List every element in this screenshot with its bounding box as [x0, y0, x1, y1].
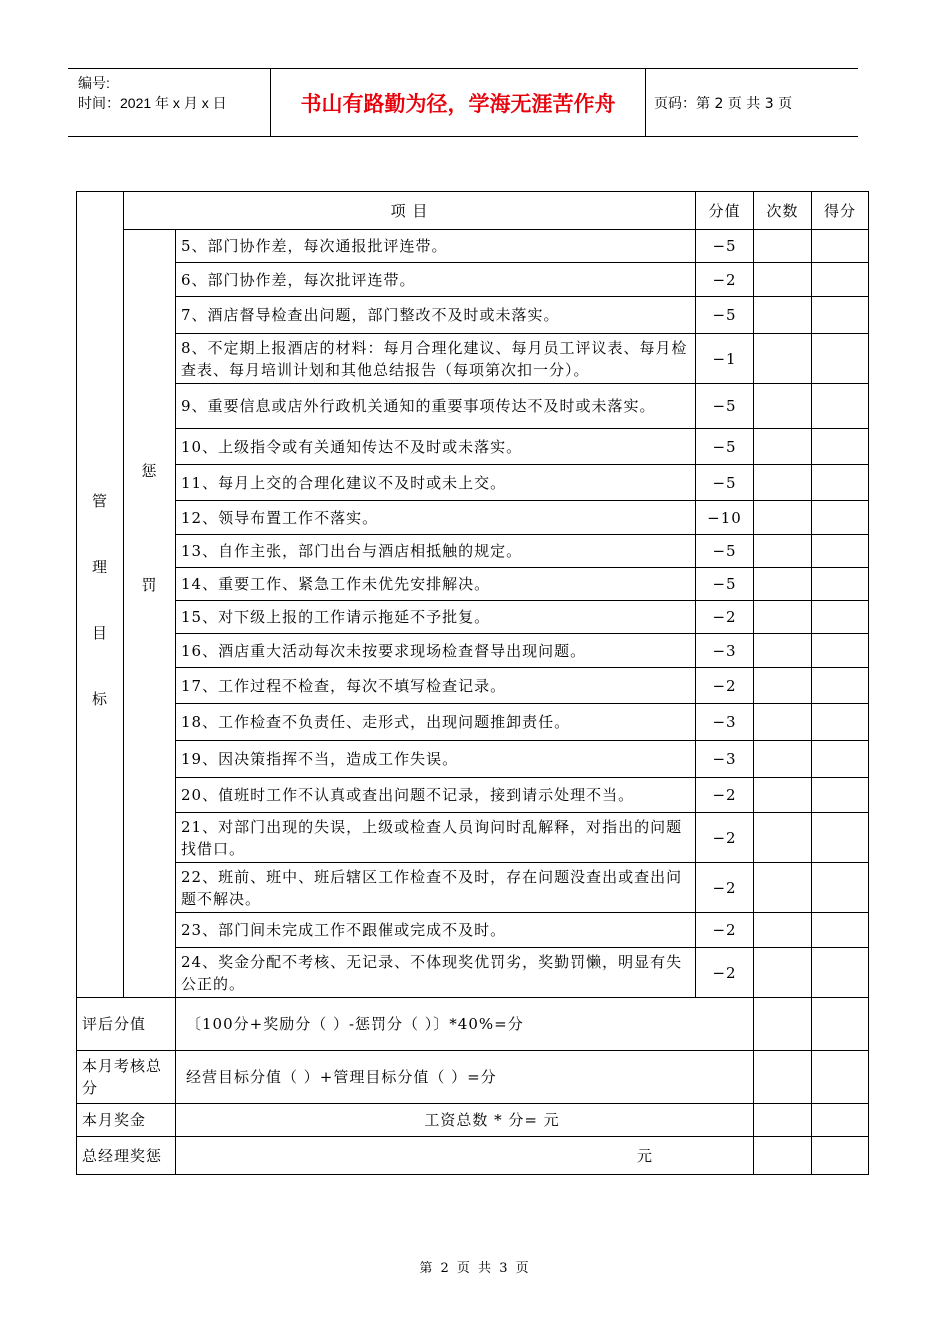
table-row	[77, 863, 869, 913]
header-meta	[68, 69, 271, 136]
table-row	[77, 263, 869, 297]
row-item-text: 10、上级指令或有关通知传达不及时或未落实。	[176, 429, 696, 465]
summary-row	[77, 1104, 869, 1137]
row-result-cell[interactable]	[812, 863, 869, 913]
summary-label: 评后分值	[77, 998, 176, 1051]
row-count-cell[interactable]	[754, 948, 812, 998]
row-result-cell[interactable]	[812, 334, 869, 384]
row-result-cell[interactable]	[812, 501, 869, 535]
row-result-cell[interactable]	[812, 263, 869, 297]
summary-content: 工资总数 * 分= 元	[176, 1104, 754, 1137]
table-row	[77, 634, 869, 668]
row-score: −2	[696, 778, 754, 813]
table-row	[77, 948, 869, 998]
row-score: −3	[696, 704, 754, 741]
summary-label: 总经理奖惩	[77, 1137, 176, 1175]
row-score: −2	[696, 263, 754, 297]
row-result-cell[interactable]	[812, 668, 869, 704]
row-count-cell[interactable]	[754, 535, 812, 568]
row-item-text: 8、不定期上报酒店的材料：每月合理化建议、每月员工评议表、每月检查表、每月培训计划和其他总结报告（每项第次扣一分）。	[176, 334, 696, 384]
row-score: −2	[696, 948, 754, 998]
row-score: −5	[696, 568, 754, 601]
header-page-label: 页码：第 2 页 共 3 页	[654, 95, 793, 112]
summary-input-cell[interactable]	[754, 1104, 812, 1137]
assessment-table	[76, 191, 869, 1175]
subsection-label-penalty: 惩 罚	[124, 230, 176, 998]
row-score: −2	[696, 863, 754, 913]
table-row	[77, 384, 869, 429]
table-row	[77, 813, 869, 863]
row-count-cell[interactable]	[754, 230, 812, 263]
document-header	[68, 68, 858, 137]
row-score: −5	[696, 535, 754, 568]
row-item-text: 16、酒店重大活动每次未按要求现场检查督导出现问题。	[176, 634, 696, 668]
row-result-cell[interactable]	[812, 601, 869, 634]
header-count: 次数	[754, 192, 812, 230]
table-row	[77, 334, 869, 384]
summary-content: 经营目标分值（ ）+管理目标分值（ ）=分	[176, 1051, 754, 1104]
table-row	[77, 601, 869, 634]
row-score: −1	[696, 334, 754, 384]
row-score: −5	[696, 384, 754, 429]
summary-row	[77, 1051, 869, 1104]
row-result-cell[interactable]	[812, 568, 869, 601]
row-count-cell[interactable]	[754, 913, 812, 948]
row-count-cell[interactable]	[754, 704, 812, 741]
row-count-cell[interactable]	[754, 863, 812, 913]
row-count-cell[interactable]	[754, 334, 812, 384]
table-row	[77, 704, 869, 741]
header-item: 项 目	[124, 192, 696, 230]
row-count-cell[interactable]	[754, 634, 812, 668]
row-result-cell[interactable]	[812, 535, 869, 568]
table-row	[77, 297, 869, 334]
row-count-cell[interactable]	[754, 813, 812, 863]
row-score: −5	[696, 230, 754, 263]
row-result-cell[interactable]	[812, 297, 869, 334]
row-item-text: 18、工作检查不负责任、走形式，出现问题推卸责任。	[176, 704, 696, 741]
row-count-cell[interactable]	[754, 384, 812, 429]
row-score: −2	[696, 668, 754, 704]
row-item-text: 14、重要工作、紧急工作未优先安排解决。	[176, 568, 696, 601]
row-item-text: 7、酒店督导检查出问题，部门整改不及时或未落实。	[176, 297, 696, 334]
summary-input-cell[interactable]	[812, 998, 869, 1051]
summary-input-cell[interactable]	[754, 998, 812, 1051]
row-score: −10	[696, 501, 754, 535]
row-item-text: 22、班前、班中、班后辖区工作检查不及时，存在问题没查出或查出问题不解决。	[176, 863, 696, 913]
summary-input-cell[interactable]	[812, 1104, 869, 1137]
row-item-text: 23、部门间未完成工作不跟催或完成不及时。	[176, 913, 696, 948]
summary-row	[77, 1137, 869, 1175]
row-count-cell[interactable]	[754, 741, 812, 778]
summary-input-cell[interactable]	[812, 1137, 869, 1175]
row-item-text: 9、重要信息或店外行政机关通知的重要事项传达不及时或未落实。	[176, 384, 696, 429]
summary-content: 〔100分+奖励分（ ）-惩罚分（ ）〕*40%=分	[176, 998, 754, 1051]
row-result-cell[interactable]	[812, 813, 869, 863]
time-label: 时间：2021 年 x 月 x 日	[78, 95, 227, 111]
row-count-cell[interactable]	[754, 668, 812, 704]
row-item-text: 15、对下级上报的工作请示拖延不予批复。	[176, 601, 696, 634]
summary-content: 元	[176, 1137, 754, 1175]
row-item-text: 21、对部门出现的失误，上级或检查人员询问时乱解释，对指出的问题找借口。	[176, 813, 696, 863]
row-item-text: 5、部门协作差，每次通报批评连带。	[176, 230, 696, 263]
table-row	[77, 535, 869, 568]
row-score: −2	[696, 601, 754, 634]
table-row	[77, 668, 869, 704]
row-item-text: 17、工作过程不检查，每次不填写检查记录。	[176, 668, 696, 704]
row-count-cell[interactable]	[754, 429, 812, 465]
header-score: 分值	[696, 192, 754, 230]
row-score: −5	[696, 297, 754, 334]
row-score: −2	[696, 813, 754, 863]
row-result-cell[interactable]	[812, 778, 869, 813]
row-count-cell[interactable]	[754, 778, 812, 813]
summary-label: 本月考核总分	[77, 1051, 176, 1104]
number-label: 编号:	[78, 75, 110, 91]
row-item-text: 20、值班时工作不认真或查出问题不记录，接到请示处理不当。	[176, 778, 696, 813]
row-result-cell[interactable]	[812, 913, 869, 948]
row-score: −2	[696, 913, 754, 948]
row-result-cell[interactable]	[812, 465, 869, 501]
table-row	[77, 429, 869, 465]
row-item-text: 11、每月上交的合理化建议不及时或未上交。	[176, 465, 696, 501]
summary-label: 本月奖金	[77, 1104, 176, 1137]
row-item-text: 12、领导布置工作不落实。	[176, 501, 696, 535]
row-item-text: 6、部门协作差，每次批评连带。	[176, 263, 696, 297]
header-result: 得分	[812, 192, 869, 230]
summary-input-cell[interactable]	[754, 1051, 812, 1104]
row-count-cell[interactable]	[754, 297, 812, 334]
table-row	[77, 778, 869, 813]
section-label-management: 管 理 目 标	[77, 192, 124, 998]
table-row	[77, 741, 869, 778]
summary-input-cell[interactable]	[754, 1137, 812, 1175]
row-score: −5	[696, 429, 754, 465]
row-result-cell[interactable]	[812, 429, 869, 465]
row-result-cell[interactable]	[812, 384, 869, 429]
row-item-text: 19、因决策指挥不当，造成工作失误。	[176, 741, 696, 778]
row-item-text: 13、自作主张，部门出台与酒店相抵触的规定。	[176, 535, 696, 568]
row-result-cell[interactable]	[812, 948, 869, 998]
table-row	[77, 230, 869, 263]
table-row	[77, 913, 869, 948]
row-count-cell[interactable]	[754, 465, 812, 501]
row-count-cell[interactable]	[754, 263, 812, 297]
row-score: −3	[696, 634, 754, 668]
row-count-cell[interactable]	[754, 501, 812, 535]
summary-input-cell[interactable]	[812, 1051, 869, 1104]
row-count-cell[interactable]	[754, 601, 812, 634]
row-score: −5	[696, 465, 754, 501]
table-row	[77, 568, 869, 601]
motto: 书山有路勤为径，学海无涯苦作舟	[271, 69, 646, 136]
row-score: −3	[696, 741, 754, 778]
row-item-text: 24、奖金分配不考核、无记录、不体现奖优罚劣，奖勤罚懒，明显有失公正的。	[176, 948, 696, 998]
row-result-cell[interactable]	[812, 704, 869, 741]
row-count-cell[interactable]	[754, 568, 812, 601]
table-header-row	[77, 192, 869, 230]
page-footer: 第 2 页 共 3 页	[419, 1261, 531, 1276]
row-result-cell[interactable]	[812, 741, 869, 778]
summary-row	[77, 998, 869, 1051]
row-result-cell[interactable]	[812, 230, 869, 263]
table-row	[77, 501, 869, 535]
row-result-cell[interactable]	[812, 634, 869, 668]
table-row	[77, 465, 869, 501]
